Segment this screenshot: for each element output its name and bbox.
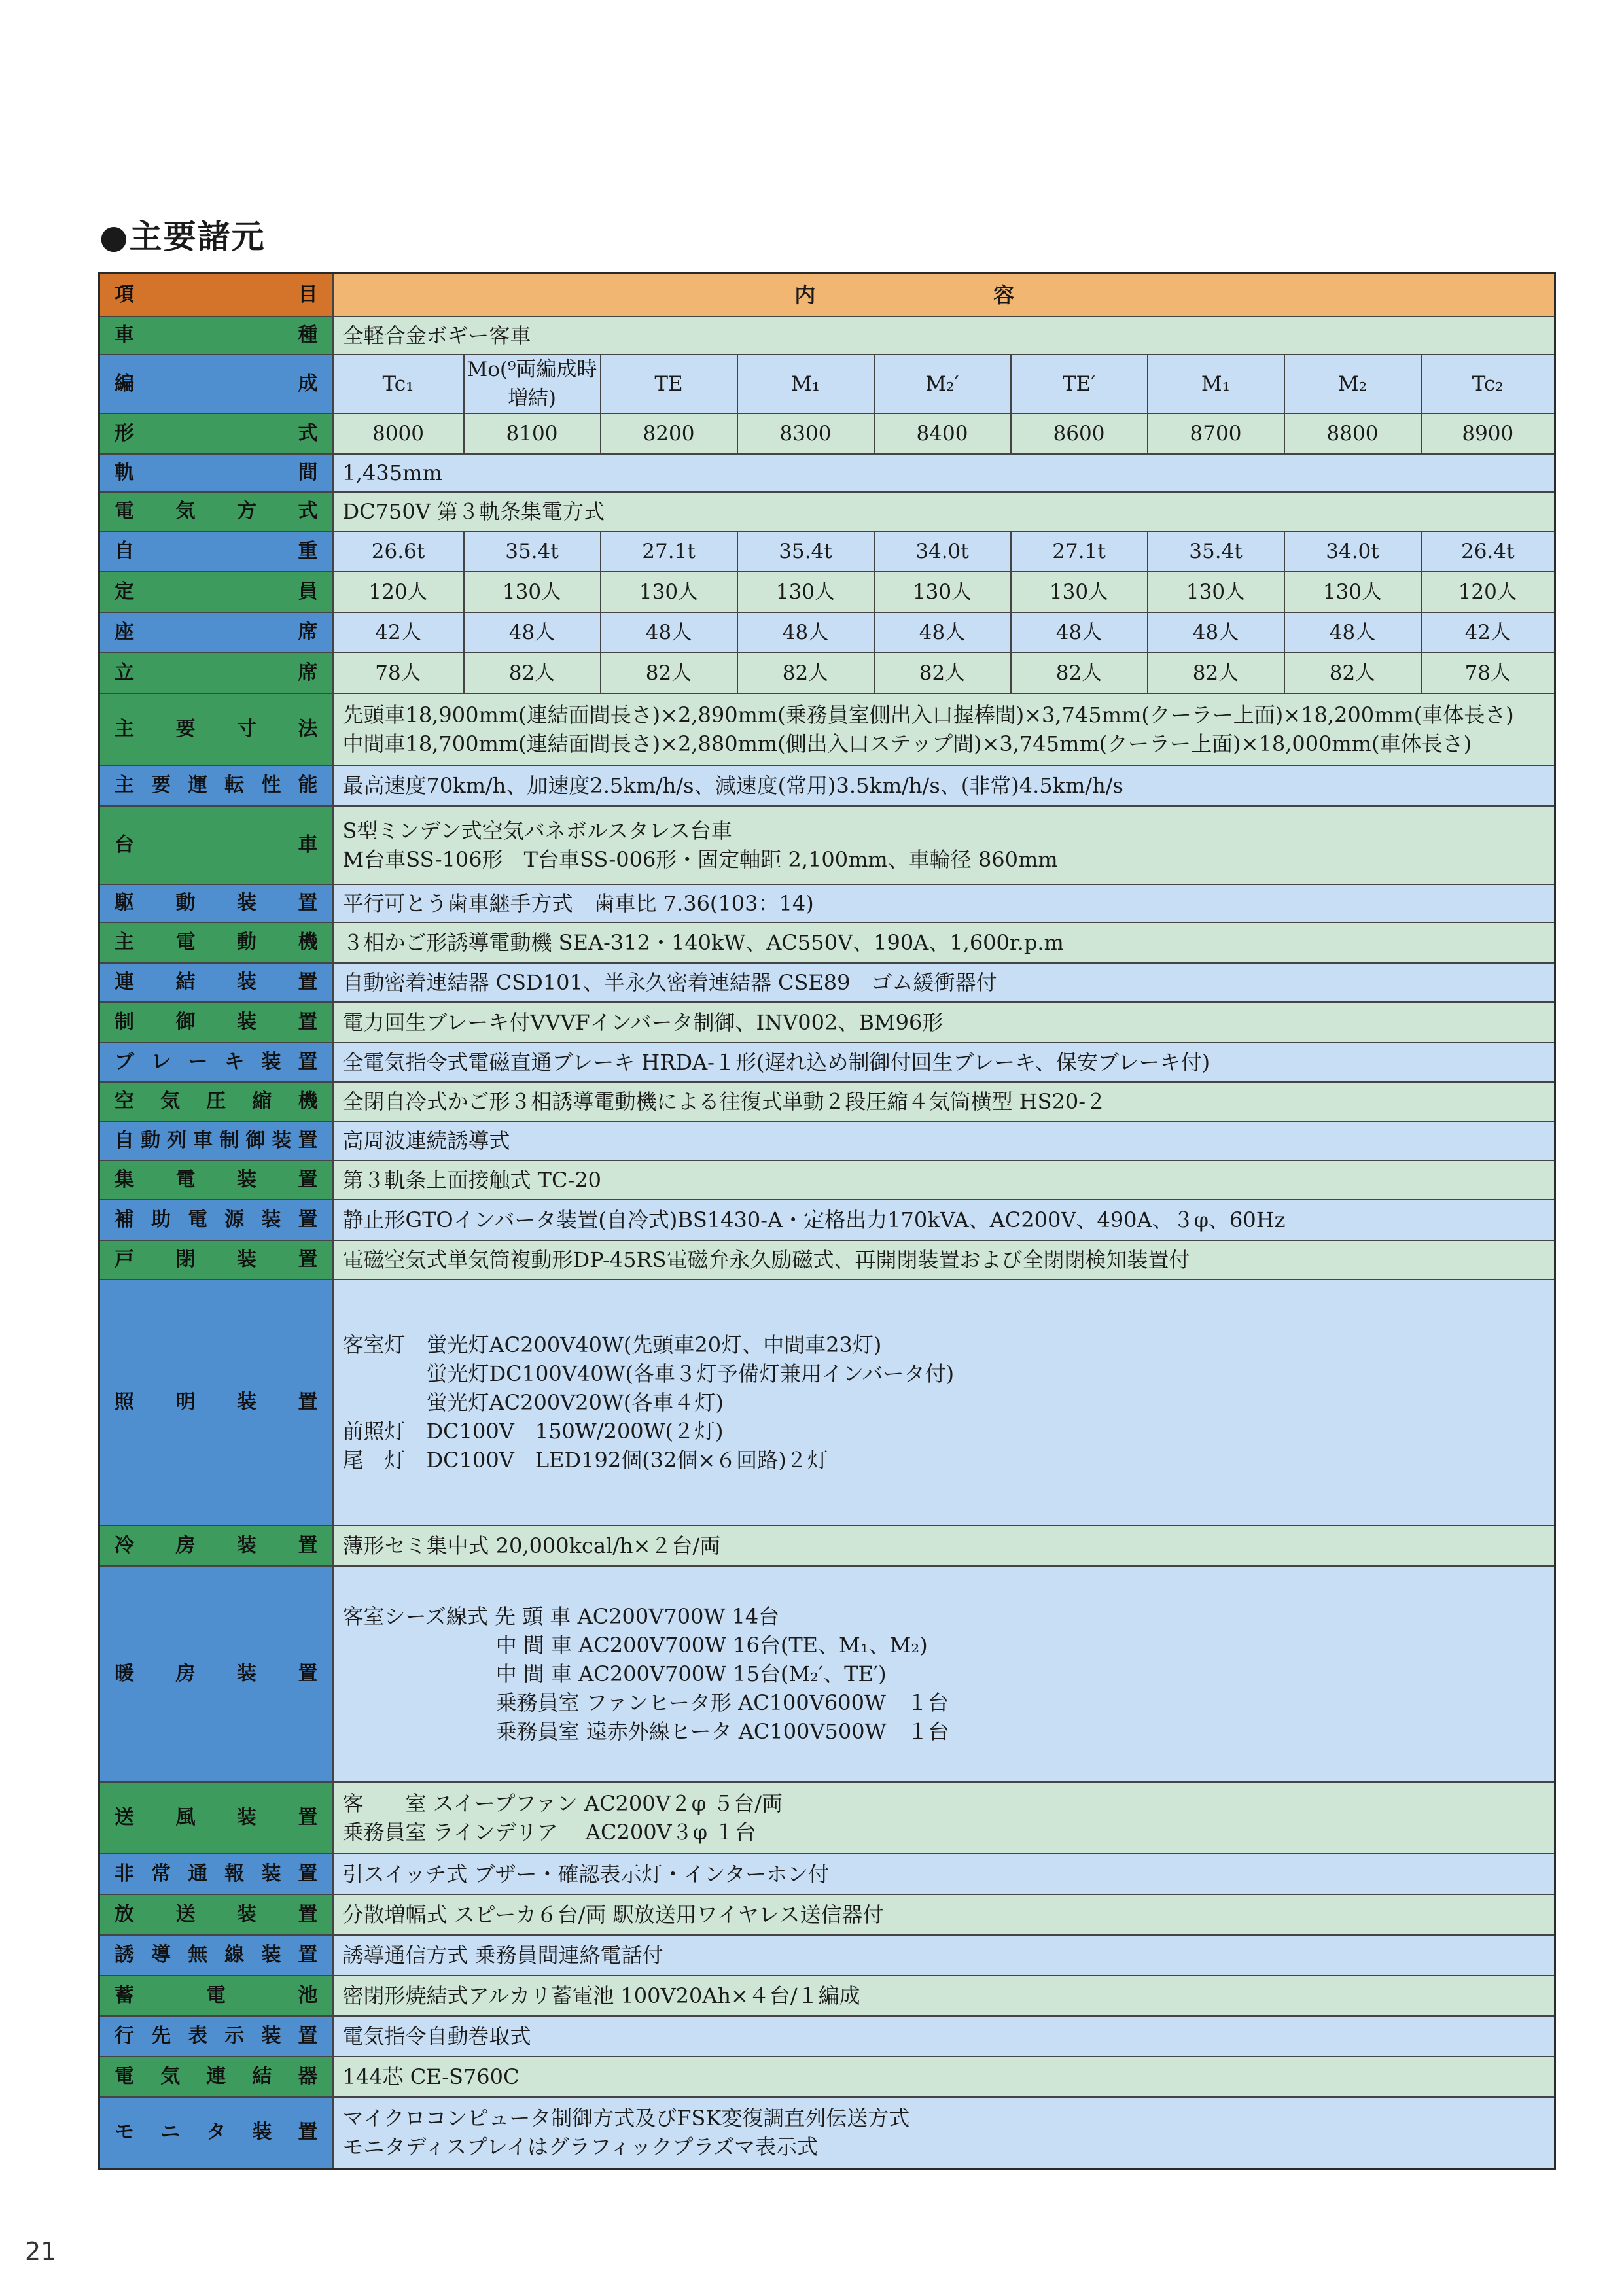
spec-value-line: 第３軌条上面接触式 TC-20 <box>342 1167 602 1192</box>
spec-row <box>99 317 1555 355</box>
spec-cell: 130人 <box>1011 572 1148 612</box>
spec-value <box>333 1082 1555 1121</box>
spec-cell: 82人 <box>601 653 737 693</box>
spec-value-line: 乗務員室 遠赤外線ヒータ AC100V500W １台 <box>342 1718 949 1744</box>
spec-cell: 130人 <box>464 572 601 612</box>
spec-row <box>99 765 1555 806</box>
spec-cell: 8100 <box>464 413 601 454</box>
spec-row-label: 自 動 列 車 制 御 装 置 <box>99 1121 333 1160</box>
spec-value <box>333 1935 1555 1975</box>
spec-value-line: 1,435mm <box>342 460 442 485</box>
spec-value-line: 乗務員室 ファンヒータ形 AC100V600W １台 <box>342 1690 949 1715</box>
spec-cell: 130人 <box>1148 572 1284 612</box>
spec-value-line: ３相かご形誘導電動機 SEA-312・140kW、AC550V、190A、1,600r.p.m <box>342 930 1064 955</box>
spec-value <box>333 1566 1555 1782</box>
spec-cell: 34.0t <box>1284 531 1421 572</box>
spec-value <box>333 806 1555 884</box>
spec-cell: M₁ <box>737 355 874 413</box>
spec-value <box>333 922 1555 963</box>
spec-cell: 78人 <box>1421 653 1555 693</box>
spec-row-label: ブ レ ー キ 装 置 <box>99 1043 333 1082</box>
spec-cell: 8700 <box>1148 413 1284 454</box>
spec-row <box>99 355 1555 413</box>
spec-cell: 8900 <box>1421 413 1555 454</box>
spec-row <box>99 1782 1555 1854</box>
spec-value <box>333 2097 1555 2169</box>
spec-value <box>333 1279 1555 1525</box>
spec-row <box>99 413 1555 454</box>
spec-cell: 48人 <box>1148 612 1284 653</box>
spec-value-line: マイクロコンピュータ制御方式及びFSK変復調直列伝送方式 <box>342 2106 910 2131</box>
header-row <box>99 273 1555 317</box>
spec-value-line: 全電気指令式電磁直通ブレーキ HRDA-１形(遅れ込め制御付回生ブレーキ、保安ブレーキ付) <box>342 1049 1210 1075</box>
spec-value-line: 引スイッチ式 ブザー・確認表示灯・インターホン付 <box>342 1861 830 1887</box>
spec-value-line: 分散増幅式 スピーカ６台/両 駅放送用ワイヤレス送信器付 <box>342 1902 884 1927</box>
spec-row <box>99 2097 1555 2169</box>
spec-cell: M₁ <box>1148 355 1284 413</box>
spec-row-label: 連 結 装 置 <box>99 963 333 1002</box>
spec-cell: 120人 <box>333 572 464 612</box>
spec-cell: Tc₂ <box>1421 355 1555 413</box>
spec-row-label: 冷 房 装 置 <box>99 1525 333 1566</box>
spec-value-line: 全軽合金ボギー客車 <box>342 322 531 348</box>
spec-row-label: 行 先 表 示 装 置 <box>99 2016 333 2057</box>
spec-value <box>333 765 1555 806</box>
spec-row <box>99 1935 1555 1975</box>
spec-cell: 78人 <box>333 653 464 693</box>
spec-value-line: 中 間 車 AC200V700W 15台(M₂′、TE′) <box>342 1661 887 1686</box>
spec-value <box>333 1200 1555 1240</box>
spec-cell: 130人 <box>1284 572 1421 612</box>
spec-cell: Mo(⁹両編成時増結) <box>464 355 601 413</box>
spec-row-label: 主 電 動 機 <box>99 922 333 963</box>
spec-cell: 26.4t <box>1421 531 1555 572</box>
spec-row <box>99 2016 1555 2057</box>
spec-cell: 82人 <box>464 653 601 693</box>
spec-cell: 8800 <box>1284 413 1421 454</box>
header-content: 内 容 <box>333 273 1555 317</box>
spec-value-line: 尾 灯 DC100V LED192個(32個×６回路)２灯 <box>342 1447 828 1472</box>
spec-row-label: 駆 動 装 置 <box>99 884 333 922</box>
spec-value-line: DC750V 第３軌条集電方式 <box>342 498 605 524</box>
spec-value <box>333 1240 1555 1279</box>
spec-row-label: 暖 房 装 置 <box>99 1566 333 1782</box>
spec-row <box>99 1240 1555 1279</box>
spec-value <box>333 1782 1555 1854</box>
header-item: 項 目 <box>99 273 333 317</box>
spec-value <box>333 1002 1555 1043</box>
spec-row <box>99 531 1555 572</box>
spec-value-line: 全閉自冷式かご形３相誘導電動機による往復式単動２段圧縮４気筒横型 HS20-２ <box>342 1088 1107 1114</box>
spec-cell: 130人 <box>874 572 1011 612</box>
spec-cell: 35.4t <box>464 531 601 572</box>
spec-row <box>99 1002 1555 1043</box>
spec-row <box>99 922 1555 963</box>
spec-value-line: 先頭車18,900mm(連結面間長さ)×2,890mm(乗務員室側出入口握棒間)×3,745mm(クーラー上面)×18,200mm(車体長さ) <box>342 702 1514 727</box>
spec-cell: Tc₁ <box>333 355 464 413</box>
spec-value <box>333 2016 1555 2057</box>
spec-row <box>99 1043 1555 1082</box>
spec-cell: 82人 <box>737 653 874 693</box>
spec-cell: 8600 <box>1011 413 1148 454</box>
spec-value <box>333 1160 1555 1200</box>
spec-value-line: 電力回生ブレーキ付VVVFインバータ制御、INV002、BM96形 <box>342 1009 944 1035</box>
spec-row <box>99 1279 1555 1525</box>
spec-value-line: 電磁空気式単気筒複動形DP-45RS電磁弁永久励磁式、再開閉装置および全閉閉検知装置付 <box>342 1247 1190 1272</box>
spec-value <box>333 1975 1555 2016</box>
spec-row-label: 自 重 <box>99 531 333 572</box>
spec-row-label: 主 要 運 転 性 能 <box>99 765 333 806</box>
spec-row <box>99 1121 1555 1160</box>
spec-row <box>99 806 1555 884</box>
spec-row <box>99 2057 1555 2097</box>
spec-value-line: 客室シーズ線式 先 頭 車 AC200V700W 14台 <box>342 1603 780 1629</box>
spec-value-line: 前照灯 DC100V 150W/200W(２灯) <box>342 1418 724 1444</box>
spec-row-label: 電 気 連 結 器 <box>99 2057 333 2097</box>
spec-value-line: 蛍光灯AC200V20W(各車４灯) <box>342 1389 724 1415</box>
spec-cell: 8200 <box>601 413 737 454</box>
spec-cell: 130人 <box>737 572 874 612</box>
spec-value <box>333 1894 1555 1935</box>
spec-value <box>333 492 1555 531</box>
page-number: 21 <box>25 2237 57 2266</box>
spec-row-label: 送 風 装 置 <box>99 1782 333 1854</box>
spec-value-line: 静止形GTOインバータ装置(自冷式)BS1430-A・定格出力170kVA、AC200V、490A、３φ、60Hz <box>342 1207 1286 1232</box>
spec-value-line: 客 室 スイープファン AC200V２φ ５台/両 <box>342 1790 783 1816</box>
spec-value <box>333 2057 1555 2097</box>
spec-cell: 82人 <box>874 653 1011 693</box>
spec-cell: 8000 <box>333 413 464 454</box>
spec-value-line: 密閉形焼結式アルカリ蓄電池 100V20Ah×４台/１編成 <box>342 1983 860 2008</box>
spec-value-line: 平行可とう歯車継手方式 歯車比 7.36(103：14) <box>342 890 814 916</box>
spec-cell: 48人 <box>601 612 737 653</box>
spec-row-label: 制 御 装 置 <box>99 1002 333 1043</box>
spec-row <box>99 492 1555 531</box>
spec-cell: 48人 <box>874 612 1011 653</box>
spec-row <box>99 653 1555 693</box>
spec-value <box>333 1121 1555 1160</box>
spec-cell: 130人 <box>601 572 737 612</box>
spec-row-label: 座 席 <box>99 612 333 653</box>
spec-row <box>99 693 1555 765</box>
spec-row <box>99 1854 1555 1894</box>
spec-row-label: 蓄 電 池 <box>99 1975 333 2016</box>
spec-value-line: 自動密着連結器 CSD101、半永久密着連結器 CSE89 ゴム緩衝器付 <box>342 969 997 995</box>
spec-cell: 8300 <box>737 413 874 454</box>
spec-value-line: S型ミンデン式空気バネボルスタレス台車 <box>342 818 732 843</box>
spec-row <box>99 1566 1555 1782</box>
spec-value-line: 蛍光灯DC100V40W(各車３灯予備灯兼用インバータ付) <box>342 1361 955 1386</box>
spec-value-line: 乗務員室 ラインデリア AC200V３φ １台 <box>342 1819 756 1845</box>
spec-row-label: 主 要 寸 法 <box>99 693 333 765</box>
spec-row <box>99 612 1555 653</box>
spec-cell: 42人 <box>1421 612 1555 653</box>
spec-row <box>99 1082 1555 1121</box>
spec-cell: 48人 <box>1011 612 1148 653</box>
spec-value <box>333 454 1555 492</box>
spec-row-label: 非 常 通 報 装 置 <box>99 1854 333 1894</box>
spec-cell: 48人 <box>464 612 601 653</box>
spec-value-line: 電気指令自動巻取式 <box>342 2023 531 2049</box>
spec-row <box>99 1975 1555 2016</box>
spec-value-line: 誘導通信方式 乗務員間連絡電話付 <box>342 1942 663 1968</box>
spec-row-label: 編 成 <box>99 355 333 413</box>
spec-row-label: 集 電 装 置 <box>99 1160 333 1200</box>
spec-value <box>333 1043 1555 1082</box>
spec-value <box>333 693 1555 765</box>
spec-row-label: 形 式 <box>99 413 333 454</box>
spec-value-line: M台車SS-106形 T台車SS-006形・固定軸距 2,100mm、車輪径 860mm <box>342 846 1058 872</box>
spec-value-line: 客室灯 蛍光灯AC200V40W(先頭車20灯、中間車23灯) <box>342 1332 882 1357</box>
spec-cell: M₂′ <box>874 355 1011 413</box>
spec-row-label: 立 席 <box>99 653 333 693</box>
spec-value-line: 薄形セミ集中式 20,000kcal/h×２台/両 <box>342 1533 721 1558</box>
spec-row <box>99 1160 1555 1200</box>
spec-row-label: 補 助 電 源 装 置 <box>99 1200 333 1240</box>
spec-cell: 82人 <box>1011 653 1148 693</box>
spec-row-label: 軌 間 <box>99 454 333 492</box>
spec-value <box>333 1854 1555 1894</box>
spec-row <box>99 1525 1555 1566</box>
spec-value-line: 中 間 車 AC200V700W 16台(TE、M₁、M₂) <box>342 1632 928 1658</box>
spec-table <box>98 272 1556 2170</box>
spec-value-line: モニタディスプレイはグラフィックプラズマ表示式 <box>342 2134 818 2160</box>
spec-value-line: 中間車18,700mm(連結面間長さ)×2,880mm(側出入口ステップ間)×3,745mm(クーラー上面)×18,000mm(車体長さ) <box>342 731 1472 756</box>
spec-row-label: 車 種 <box>99 317 333 355</box>
spec-value-line: 高周波連続誘導式 <box>342 1128 510 1153</box>
spec-value-line: 144芯 CE-S760C <box>342 2064 520 2089</box>
spec-value <box>333 1525 1555 1566</box>
spec-row-label: 誘 導 無 線 装 置 <box>99 1935 333 1975</box>
spec-value-line: 最高速度70km/h、加速度2.5km/h/s、減速度(常用)3.5km/h/s、(非常)4.5km/h/s <box>342 773 1123 798</box>
spec-row-label: 照 明 装 置 <box>99 1279 333 1525</box>
spec-cell: TE′ <box>1011 355 1148 413</box>
spec-row <box>99 572 1555 612</box>
spec-cell: 26.6t <box>333 531 464 572</box>
spec-cell: 120人 <box>1421 572 1555 612</box>
spec-cell: 27.1t <box>1011 531 1148 572</box>
spec-row-label: 定 員 <box>99 572 333 612</box>
spec-cell: 35.4t <box>737 531 874 572</box>
spec-row <box>99 1200 1555 1240</box>
spec-cell: 48人 <box>1284 612 1421 653</box>
spec-row <box>99 963 1555 1002</box>
spec-row <box>99 884 1555 922</box>
spec-cell: 34.0t <box>874 531 1011 572</box>
spec-row-label: 空 気 圧 縮 機 <box>99 1082 333 1121</box>
spec-row-label: 戸 閉 装 置 <box>99 1240 333 1279</box>
spec-row-label: 電 気 方 式 <box>99 492 333 531</box>
spec-value <box>333 317 1555 355</box>
spec-cell: 27.1t <box>601 531 737 572</box>
spec-cell: 42人 <box>333 612 464 653</box>
spec-row-label: モ ニ タ 装 置 <box>99 2097 333 2169</box>
spec-cell: 35.4t <box>1148 531 1284 572</box>
spec-cell: TE <box>601 355 737 413</box>
spec-row-label: 台 車 <box>99 806 333 884</box>
spec-cell: 82人 <box>1148 653 1284 693</box>
spec-cell: 82人 <box>1284 653 1421 693</box>
spec-row <box>99 1894 1555 1935</box>
page-title: ●主要諸元 <box>99 218 266 256</box>
spec-value <box>333 963 1555 1002</box>
spec-cell: M₂ <box>1284 355 1421 413</box>
spec-value <box>333 884 1555 922</box>
spec-row <box>99 454 1555 492</box>
spec-cell: 48人 <box>737 612 874 653</box>
spec-row-label: 放 送 装 置 <box>99 1894 333 1935</box>
spec-cell: 8400 <box>874 413 1011 454</box>
